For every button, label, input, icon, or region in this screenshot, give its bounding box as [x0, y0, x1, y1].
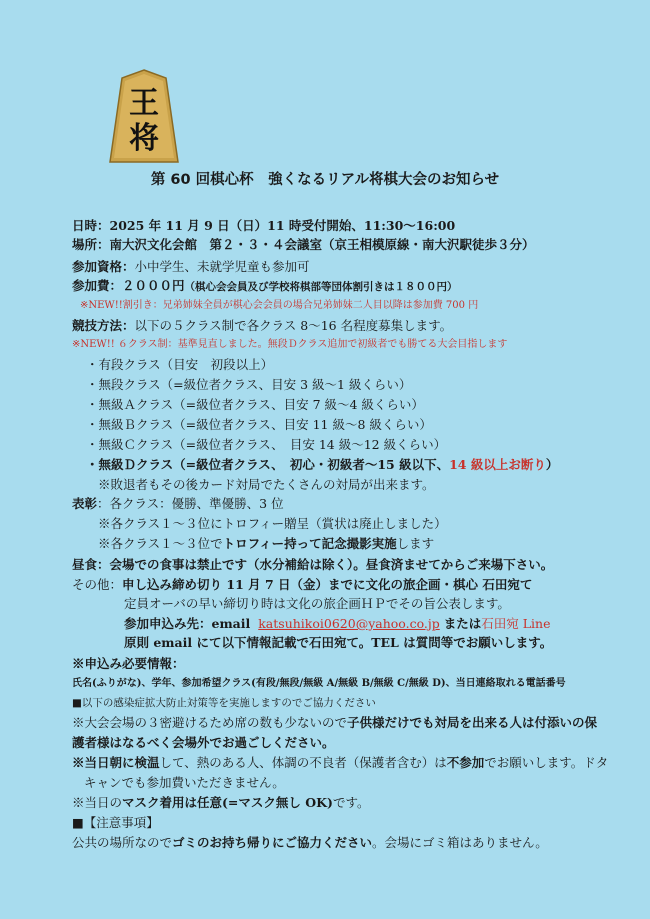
- mask-note: [72, 795, 369, 811]
- infection-notice: ■以下の感染症拡大防止対策等を実施しますのでご協力ください: [72, 697, 376, 709]
- garbage-pre: 公共の場所なので: [72, 835, 173, 850]
- koma-top-char: 王: [129, 86, 159, 121]
- covid-note-pre: ※大会会場の３密避けるため席の数も少ないので: [72, 715, 348, 730]
- health-note-2: キャンでも参加費いただきません。: [84, 775, 285, 790]
- event-date: 日時：2025 年 11 月 9 日（日）11 時受付開始、11:30～16:00: [72, 218, 456, 233]
- garbage-note: [72, 835, 548, 851]
- required-info-title: ※申込み必要情報：: [72, 656, 185, 671]
- covid-note-2: 護者様はなるべく会場外でお過ごしください。: [72, 735, 335, 750]
- koma-bottom-char: 将: [129, 121, 159, 156]
- health-no-entry: 不参加: [446, 755, 485, 770]
- award: [72, 496, 284, 512]
- other-label: その他：: [72, 577, 123, 592]
- health-temp-check: ※当日朝に検温: [72, 755, 160, 770]
- fee-label: 参加費：２０００円: [72, 278, 185, 293]
- mask-post: です。: [332, 795, 370, 810]
- trophy-photo-note: [98, 536, 434, 552]
- trophy-photo-post: します: [396, 536, 435, 551]
- apply-mid: または: [443, 616, 482, 631]
- garbage-bold: ゴミのお持ち帰りにご協力ください: [172, 835, 373, 850]
- class-item: ・無級Ｂクラス（=級位者クラス、目安 11 級～8 級くらい）: [86, 417, 432, 432]
- method-label: 競技方法：: [72, 318, 135, 333]
- qualification: [72, 259, 310, 275]
- caution-title: ■【注意事項】: [72, 815, 159, 830]
- class-item: ・無級Ａクラス（=級位者クラス、目安 7 級～4 級くらい）: [86, 397, 424, 412]
- class-d-refusal: 14 級以上お断り: [449, 457, 546, 472]
- other-info-2: 定員オーバの早い締切り時は文化の旅企画ＨＰでその旨公表します。: [124, 596, 510, 611]
- mask-bold: マスク着用は任意(=マスク無し OK): [122, 795, 333, 810]
- trophy-photo-pre: ※各クラス１～３位で: [98, 536, 223, 551]
- health-text-1: して、熱のある人、体調の不良者（保護者含む）は: [159, 755, 447, 770]
- fee-note: （棋心会会員及び学校将棋部等団体割引きは１８００円）: [184, 281, 458, 293]
- health-note-1: [72, 755, 608, 771]
- fee: [72, 278, 458, 295]
- class-item: ・無級Ｃクラス（=級位者クラス、 目安 14 級～12 級くらい）: [86, 437, 447, 452]
- covid-note-1: [72, 715, 597, 731]
- trophy-note: ※各クラス１～３位にトロフィー贈呈（賞状は廃止しました）: [98, 516, 447, 531]
- other-text: 申し込み締め切り 11 月 7 日（金）までに文化の旅企画・棋心 石田宛て: [122, 577, 533, 592]
- method-text: 以下の５クラス制で各クラス 8～16 名程度募集します。: [134, 318, 453, 333]
- trophy-photo-bold: トロフィー持って記念撮影実施: [222, 536, 397, 551]
- competition-method: [72, 318, 452, 334]
- covid-note-bold: 子供様だけでも対局を出来る人は付添いの保: [347, 715, 598, 730]
- apply-contact: [124, 616, 550, 632]
- fee-new-discount: ※NEW!!割引き：兄弟姉妹全員が棋心会会員の場合兄弟姉妹二人目以降は参加費 700 円: [80, 300, 479, 311]
- class-d-end: ）: [545, 457, 559, 472]
- apply-line-contact: 石田宛 Line: [481, 616, 551, 631]
- class-d-text: ・無級Ｄクラス（=級位者クラス、 初心・初級者～15 級以下、: [86, 457, 450, 472]
- award-label: 表彰: [72, 496, 98, 511]
- garbage-post: 。会場にゴミ箱はありません。: [372, 835, 548, 850]
- lunch-note: 昼食：会場での食事は禁止です（水分補給は除く）。昼食済ませてからご来場下さい。: [72, 557, 554, 572]
- award-text: ：各クラス：優勝、準優勝、3 位: [97, 496, 284, 511]
- apply-email-link[interactable]: katsuhikoi0620@yahoo.co.jp: [258, 616, 440, 631]
- qualification-label: 参加資格：: [72, 259, 135, 274]
- shogi-piece-icon: [104, 68, 184, 164]
- class-item: ・無段クラス（=級位者クラス、目安 3 級～1 級くらい）: [86, 377, 412, 392]
- mask-pre: ※当日の: [72, 795, 123, 810]
- qualification-text: 小中学生、未就学児童も参加可: [134, 259, 310, 274]
- class-item: ・有段クラス（目安 初段以上）: [86, 357, 274, 372]
- event-place: 場所：南大沢文化会館 第２・３・４会議室（京王相模原線・南大沢駅徒歩３分）: [72, 237, 535, 252]
- other-info: [72, 577, 532, 593]
- apply-note: 原則 email にて以下情報記載で石田宛て。TEL は質問等でお願いします。: [124, 635, 553, 650]
- loser-note: ※敗退者もその後カード対局でたくさんの対局が出来ます。: [98, 477, 435, 492]
- method-new-note: ※NEW!! ６クラス制：基準見直しました。無段Ｄクラス追加で初級者でも勝てる大会目指します: [72, 339, 508, 350]
- class-item-d: [86, 457, 558, 473]
- required-info-text: 氏名(ふりがな)、学年、参加希望クラス(有段/無段/無級 A/無級 B/無級 C/無級 D)、当日連絡取れる電話番号: [72, 678, 566, 689]
- page-title: 第 60 回棋心杯 強くなるリアル将棋大会のお知らせ: [150, 172, 500, 188]
- apply-label: 参加申込み先：email: [124, 616, 251, 631]
- health-text-2: でお願いします。ドタ: [484, 755, 609, 770]
